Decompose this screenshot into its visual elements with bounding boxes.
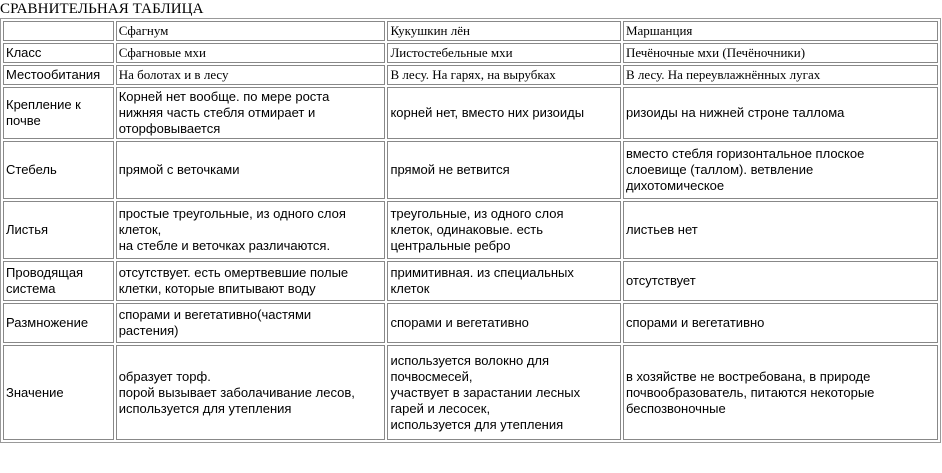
table-cell [387, 141, 621, 199]
header-cell-polytrichum: Кукушкин лён [387, 21, 621, 41]
row-label-line: почве [6, 113, 41, 128]
cell-text-line: используется для утепления [118, 400, 292, 416]
table-header-row [3, 21, 938, 41]
cell-text-line: клеток, [118, 222, 162, 237]
cell-text-line: клеток, одинаковые. есть [390, 222, 544, 237]
table-cell [116, 201, 386, 259]
cell-text-line: слоевище (таллом). ветвление [625, 162, 814, 177]
table-cell [116, 87, 386, 139]
row-label-cell [3, 65, 114, 85]
table-cell [623, 87, 938, 139]
row-label-cell [3, 303, 114, 343]
row-label-cell [3, 87, 114, 139]
table-row [3, 303, 938, 343]
cell-text-line: почвообразователь, питаются некоторые [625, 384, 875, 400]
table-cell [116, 141, 386, 199]
cell-text-line: клетки, которые впитывают воду [118, 281, 316, 296]
cell-text-line: корней нет, вместо них ризоиды [390, 105, 585, 120]
cell-text-line: спорами и вегетативно [625, 315, 765, 330]
header-cell-marchantia: Маршанция [623, 21, 938, 41]
cell-text-line: треугольные, из одного слоя [390, 206, 564, 221]
row-label-line: Крепление к [6, 97, 81, 112]
row-label-cell [3, 201, 114, 259]
row-label-line: Стебель [6, 162, 57, 177]
cell-text-line: простые треугольные, из одного слоя [118, 206, 346, 221]
cell-text-line: примитивная. из специальных [390, 265, 574, 280]
table-cell [623, 345, 938, 440]
cell-text-line: гарей и лесосек, [390, 400, 491, 416]
cell-text-line: отсутствует [625, 273, 696, 288]
table-cell [116, 65, 386, 85]
table-cell [116, 303, 386, 343]
table-row [3, 345, 938, 440]
cell-text-line: отсутствует. есть омертвевшие полые [118, 265, 349, 280]
cell-text-line: спорами и вегетативно(частями [118, 307, 312, 322]
cell-text-line: беспозвоночные [625, 400, 726, 416]
table-cell [387, 87, 621, 139]
cell-text-line: листьев нет [625, 222, 698, 237]
cell-text-line: прямой с веточками [118, 162, 240, 177]
row-label-line: Класс [6, 45, 42, 60]
table-row [3, 65, 938, 85]
table-cell [623, 261, 938, 301]
cell-text-line: оторфовывается [118, 121, 221, 136]
cell-text-line: В лесу. На переувлажнённых лугах [625, 67, 821, 82]
cell-text-line: центральные ребро [390, 238, 511, 253]
header-cell-sphagnum: Сфагнум [116, 21, 386, 41]
row-label-cell [3, 141, 114, 199]
cell-text-line: дихотомическое [625, 178, 725, 193]
row-label-line: система [6, 281, 56, 296]
cell-text-line: нижняя часть стебля отмирает и [118, 105, 316, 120]
comparison-table [0, 18, 941, 443]
cell-text-line: вместо стебля горизонтальное плоское [625, 146, 865, 161]
cell-text-line: образует торф. [118, 368, 211, 384]
cell-text-line: на стебле и веточках различаются. [118, 238, 331, 253]
table-cell [623, 201, 938, 259]
table-row [3, 201, 938, 259]
table-cell [116, 345, 386, 440]
table-cell [387, 303, 621, 343]
cell-text-line: ризоиды на нижней строне таллома [625, 105, 845, 120]
table-cell [387, 345, 621, 440]
row-label-line: Листья [6, 222, 49, 237]
row-label-cell [3, 43, 114, 63]
cell-text-line: в хозяйстве не востребована, в природе [625, 368, 871, 384]
table-row [3, 87, 938, 139]
table-cell [623, 303, 938, 343]
cell-text-line: порой вызывает заболачивание лесов, [118, 384, 355, 400]
row-label-line: Местообитания [6, 67, 101, 82]
cell-text-line: Листостебельные мхи [390, 45, 513, 60]
cell-text-line: Корней нет вообще. по мере роста [118, 89, 330, 104]
table-cell [623, 65, 938, 85]
cell-text-line: участвует в зарастании лесных [390, 384, 581, 400]
table-cell [116, 261, 386, 301]
cell-text-line: растения) [118, 323, 179, 338]
table-cell [387, 261, 621, 301]
cell-text-line: используется волокно для [390, 352, 550, 368]
row-label-line: Размножение [6, 315, 89, 330]
cell-text-line: Сфагновые мхи [118, 45, 206, 60]
cell-text-line: используется для утепления [390, 416, 564, 432]
cell-text-line: На болотах и в лесу [118, 67, 229, 82]
table-cell [116, 43, 386, 63]
table-cell [387, 201, 621, 259]
table-row [3, 43, 938, 63]
page-title: СРАВНИТЕЛЬНАЯ ТАБЛИЦА [0, 1, 204, 17]
table-body [3, 21, 938, 440]
row-label-line: Проводящая [6, 265, 84, 280]
cell-text-line: спорами и вегетативно [390, 315, 529, 330]
row-label-line: Значение [6, 384, 64, 400]
row-label-cell [3, 261, 114, 301]
table-row [3, 261, 938, 301]
cell-text-line: клеток [390, 281, 430, 296]
cell-text-line: Печёночные мхи (Печёночники) [625, 45, 806, 60]
table-cell [387, 43, 621, 63]
header-cell-empty [3, 21, 114, 41]
table-cell [623, 141, 938, 199]
cell-text-line: почвосмесей, [390, 368, 473, 384]
table-row [3, 141, 938, 199]
cell-text-line: В лесу. На гарях, на вырубках [390, 67, 556, 82]
table-cell [387, 65, 621, 85]
cell-text-line: прямой не ветвится [390, 162, 510, 177]
table-cell [623, 43, 938, 63]
row-label-cell [3, 345, 114, 440]
